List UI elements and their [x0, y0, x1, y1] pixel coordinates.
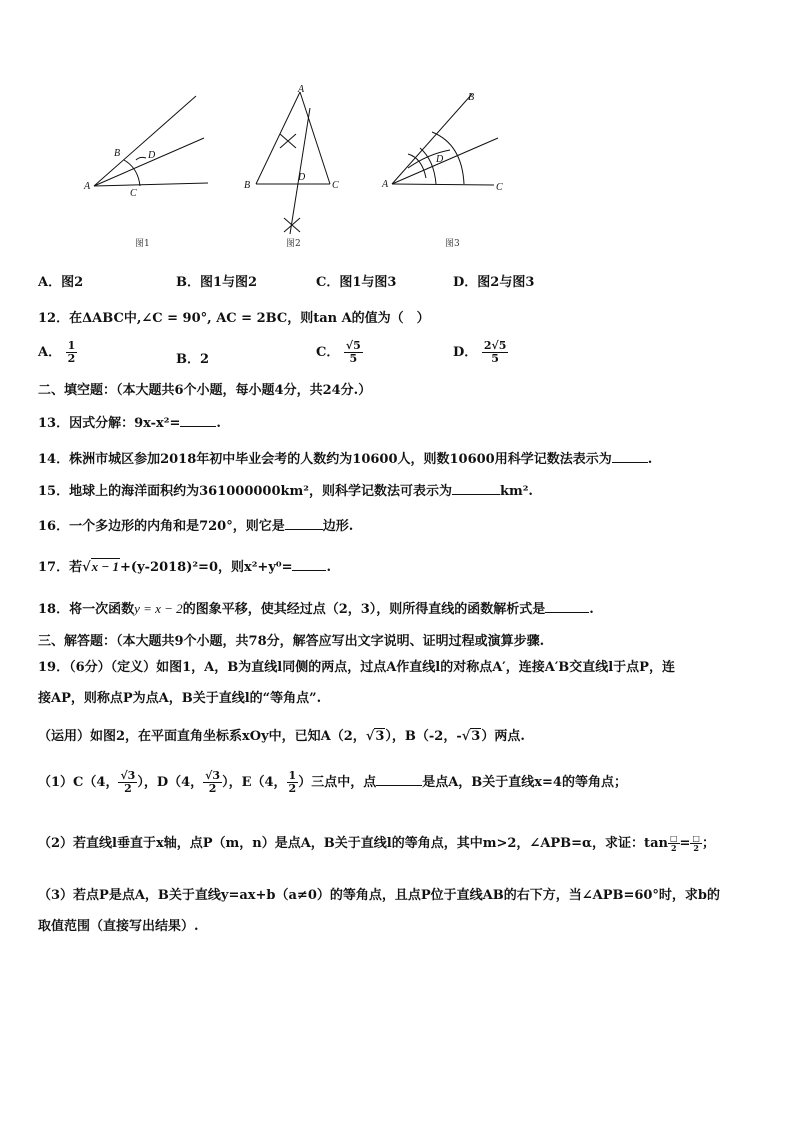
fig1-label-d: D	[148, 150, 156, 161]
fig3-label-c: C	[496, 182, 503, 193]
fig2-label-b: B	[244, 180, 251, 191]
q19-part3-line2: 取值范围（直接写出结果）.	[38, 919, 199, 934]
fig2-label-c: C	[332, 180, 339, 191]
q14: 14．株洲市城区参加2018年初中毕业会考的人数约为10600人，则数10600用科学记数法表示为 .	[38, 452, 653, 467]
q11-option-d: D．图2与图3	[453, 275, 535, 290]
fig3-label-b: B	[468, 92, 475, 103]
q19-part3-line1: （3）若点P是点A，B关于直线y=ax+b（a≠0）的等角点，且点P位于直线AB的右下方，当∠APB=60°时，求b的	[38, 888, 721, 903]
q12-d-numerator: 2√5	[483, 339, 507, 352]
q12-option-d-label: D．	[453, 345, 478, 360]
q11-option-b: B．图1与图2	[176, 275, 258, 290]
fig3-label-a: A	[382, 179, 389, 190]
q16: 16．一个多边形的内角和是720°，则它是 边形.	[38, 519, 354, 534]
q19-part1: （1）C（4， $\frac{√3}{2}$ ），D（4， $\frac{√3}{2}$ ），E（4， $\frac{1}{2}$ ）三点中，点 是点A，B关于直线x=4的等角点；	[38, 769, 627, 795]
q12-stem: 12．在ΔABC中,∠C = 90°, AC = 2BC，则tan A的值为（ ）	[38, 311, 430, 326]
q19-line2: 接AP，则称点P为点A，B关于直线l的“等角点”.	[38, 691, 322, 706]
fig2-label-d: D	[298, 172, 306, 183]
q12-c-numerator: √5	[345, 339, 361, 352]
q13: 13．因式分解：9x-x²= .	[38, 416, 221, 431]
q19-apply: （运用）如图2，在平面直角坐标系xOy中，已知A（2，√3），B（-2，-√3）两点.	[38, 729, 525, 744]
q11-option-c: C．图1与图3	[316, 275, 397, 290]
figure-1	[80, 90, 210, 200]
q12-option-a	[38, 340, 77, 365]
figure-1-caption: 图1	[135, 239, 150, 249]
q17: 17．若√x − 1+(y-2018)²=0，则x²+y⁰= .	[38, 559, 331, 575]
q12-option-c	[316, 340, 363, 365]
section-3-heading: 三、解答题：（本大题共9个小题，共78分，解答应写出文字说明、证明过程或演算步骤.	[38, 634, 545, 649]
q12-option-b: B．2	[176, 352, 210, 367]
fig2-label-a: A	[298, 84, 305, 95]
fig3-label-d: D	[436, 154, 444, 165]
q12-option-c-label: C．	[316, 345, 340, 360]
q12-option-d	[453, 340, 508, 365]
q19-part2: （2）若直线l垂直于x轴，点P（m，n）是点A，B关于直线l的等角点，其中m>2，∠APB=α，求证：tan $\frac{□}{2}$ = $\frac{□}{2}$ ；	[38, 833, 715, 853]
figure-2	[240, 82, 350, 242]
q12-a-denominator: 2	[67, 352, 76, 365]
q12-a-numerator: 1	[67, 339, 76, 352]
q12-d-denominator: 5	[491, 352, 499, 365]
section-2-heading: 二、填空题：（本大题共6个小题，每小题4分，共24分.）	[38, 383, 372, 398]
fig1-label-a: A	[84, 181, 91, 192]
q15: 15．地球上的海洋面积约为361000000km²，则科学记数法可表示为 km².	[38, 484, 533, 499]
fig1-label-b: B	[114, 148, 121, 159]
figure-3	[378, 88, 508, 200]
q18: 18．将一次函数y = x − 2的图象平移，使其经过点（2，3），则所得直线的函数解析式是 .	[38, 601, 594, 617]
q19-line1: 19．（6分）（定义）如图1，A，B为直线l同侧的两点，过点A作直线l的对称点A′，连接A′B交直线l于点P，连	[38, 660, 675, 675]
figure-2-caption: 图2	[286, 239, 301, 249]
q12-c-denominator: 5	[349, 352, 358, 365]
fig1-label-c: C	[130, 188, 137, 199]
figure-3-caption: 图3	[445, 239, 460, 249]
q11-option-a: A．图2	[38, 275, 84, 290]
q12-option-a-label: A．	[38, 345, 62, 360]
